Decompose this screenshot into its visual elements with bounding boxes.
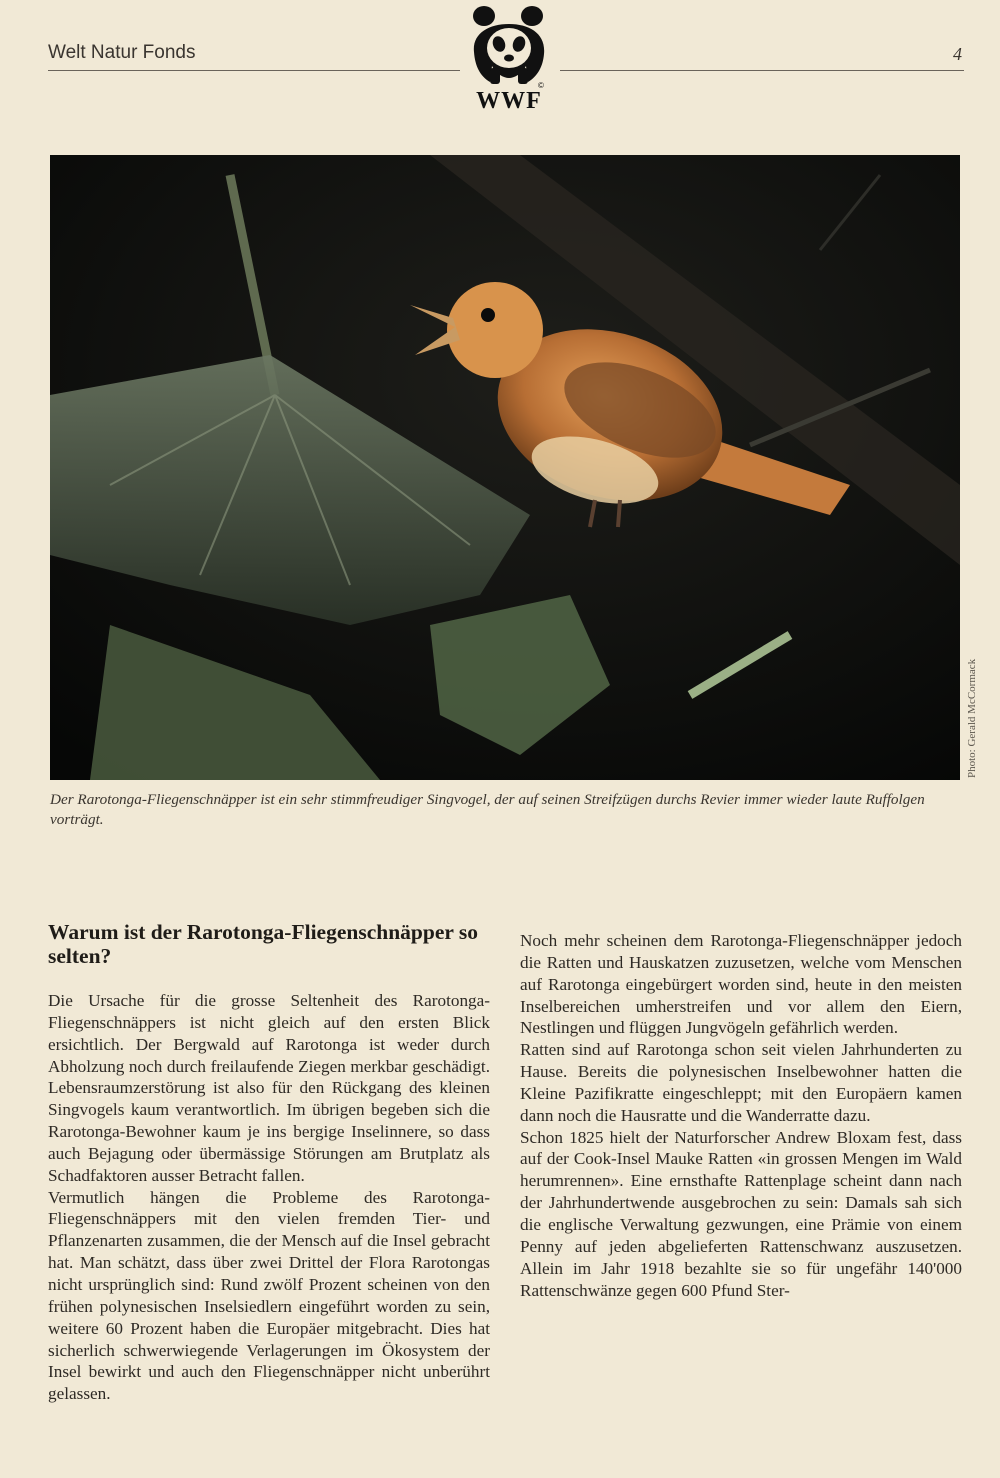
panda-face (487, 28, 531, 68)
photo-caption: Der Rarotonga-Fliegenschnäpper ist ein sehr stimmfreudiger Singvogel, der auf seinen Streifzügen durchs Revier immer wieder laute Ruffolgen vorträgt. (50, 791, 925, 828)
panda-ear-right (521, 6, 543, 26)
panda-ear-left (473, 6, 495, 26)
panda-leg-left (490, 68, 500, 84)
bird-head (447, 282, 543, 378)
article-paragraph: Schon 1825 hielt der Naturforscher Andrew Bloxam fest, dass auf der Cook-Insel Mauke Ratten «in grossen Mengen im Wald herumrennen». Eine ernsthafte Rattenplage scheint dann nach der Jahrhundertwende ausgebrochen zu sein: Damals sah sich die englische Verwaltung gezwungen, eine Prämie von einem Penny auf jeden abgelieferten Rattenschwanz auszusetzen. Allein im Jahr 1918 bezahlte sie so für ungefähr 140'000 Rattenschwänze gegen 600 Pfund Ster- (520, 1127, 962, 1300)
article-heading: Warum ist der Rarotonga-Fliegenschnäpper so selten? (48, 920, 479, 968)
article-paragraph: Noch mehr scheinen dem Rarotonga-Fliegenschnäpper jedoch die Ratten und Hauskatzen zuzusetzen, welche vom Menschen auf Rarotonga eingebürgert worden sind, heute in den meisten Inselbereichen umherstreifen und vor allem den Eiern, Nestlingen und flüggen Jungvögeln gefährlich werden. (520, 931, 962, 1038)
panda-nose (504, 55, 514, 62)
panda-leg-right (518, 68, 528, 84)
article-paragraph: Die Ursache für die grosse Seltenheit des Rarotonga-Fliegenschnäppers ist nicht gleich auf den ersten Blick ersichtlich. Der Bergwald auf Rarotonga ist weder durch Abholzung noch durch freilaufende Ziegen merkbar geschädigt. Lebensraumzerstörung ist also für den Rückgang des kleinen Singvogels kaum verantwortlich. Im übrigen begeben sich die Rarotonga-Bewohner kaum je ins bergige Inselinnere, so dass auch Bejagung oder übermässige Störungen am Brutplatz als Schadfaktoren ausser Betracht fallen. (48, 991, 490, 1185)
article-paragraph: Ratten sind auf Rarotonga schon seit vielen Jahrhunderten zu Hause. Bereits die polynesischen Inselbewohner hatten die Kleine Pazifikratte eingeschleppt; mit den Europäern kamen dann noch die Hausratte und die Wanderratte dazu. (520, 1040, 962, 1125)
article-column-left (48, 920, 490, 1405)
page-number: 4 (953, 44, 962, 64)
bird-eye (481, 308, 495, 322)
header-rule-left (48, 70, 460, 71)
article-column-right (520, 930, 962, 1301)
bird-photo (50, 155, 960, 780)
article-paragraph: Vermutlich hängen die Probleme des Rarotonga-Fliegenschnäppers mit den vielen fremden Tier- und Pflanzenarten zusammen, die der Mensch auf die Insel gebracht hat. Man schätzt, dass über zwei Drittel der Flora Rarotongas nicht ursprünglich sind: Rund zwölf Prozent scheinen von den frühen polynesischen Inselsiedlern eingeführt worden zu sein, weitere 60 Prozent haben die Europäer mitgebracht. Dies hat sicherlich schwerwiegende Verlagerungen im Ökosystem der Insel bewirkt und auch den Fliegenschnäpper nicht unberührt gelassen. (48, 1187, 490, 1404)
header-rule-right (560, 70, 964, 71)
copyright-mark: © (538, 81, 544, 90)
photo-credit: Photo: Gerald McCormack (966, 658, 978, 778)
wwf-logo-text: WWF (476, 88, 542, 114)
publication-title: Welt Natur Fonds (48, 42, 196, 63)
